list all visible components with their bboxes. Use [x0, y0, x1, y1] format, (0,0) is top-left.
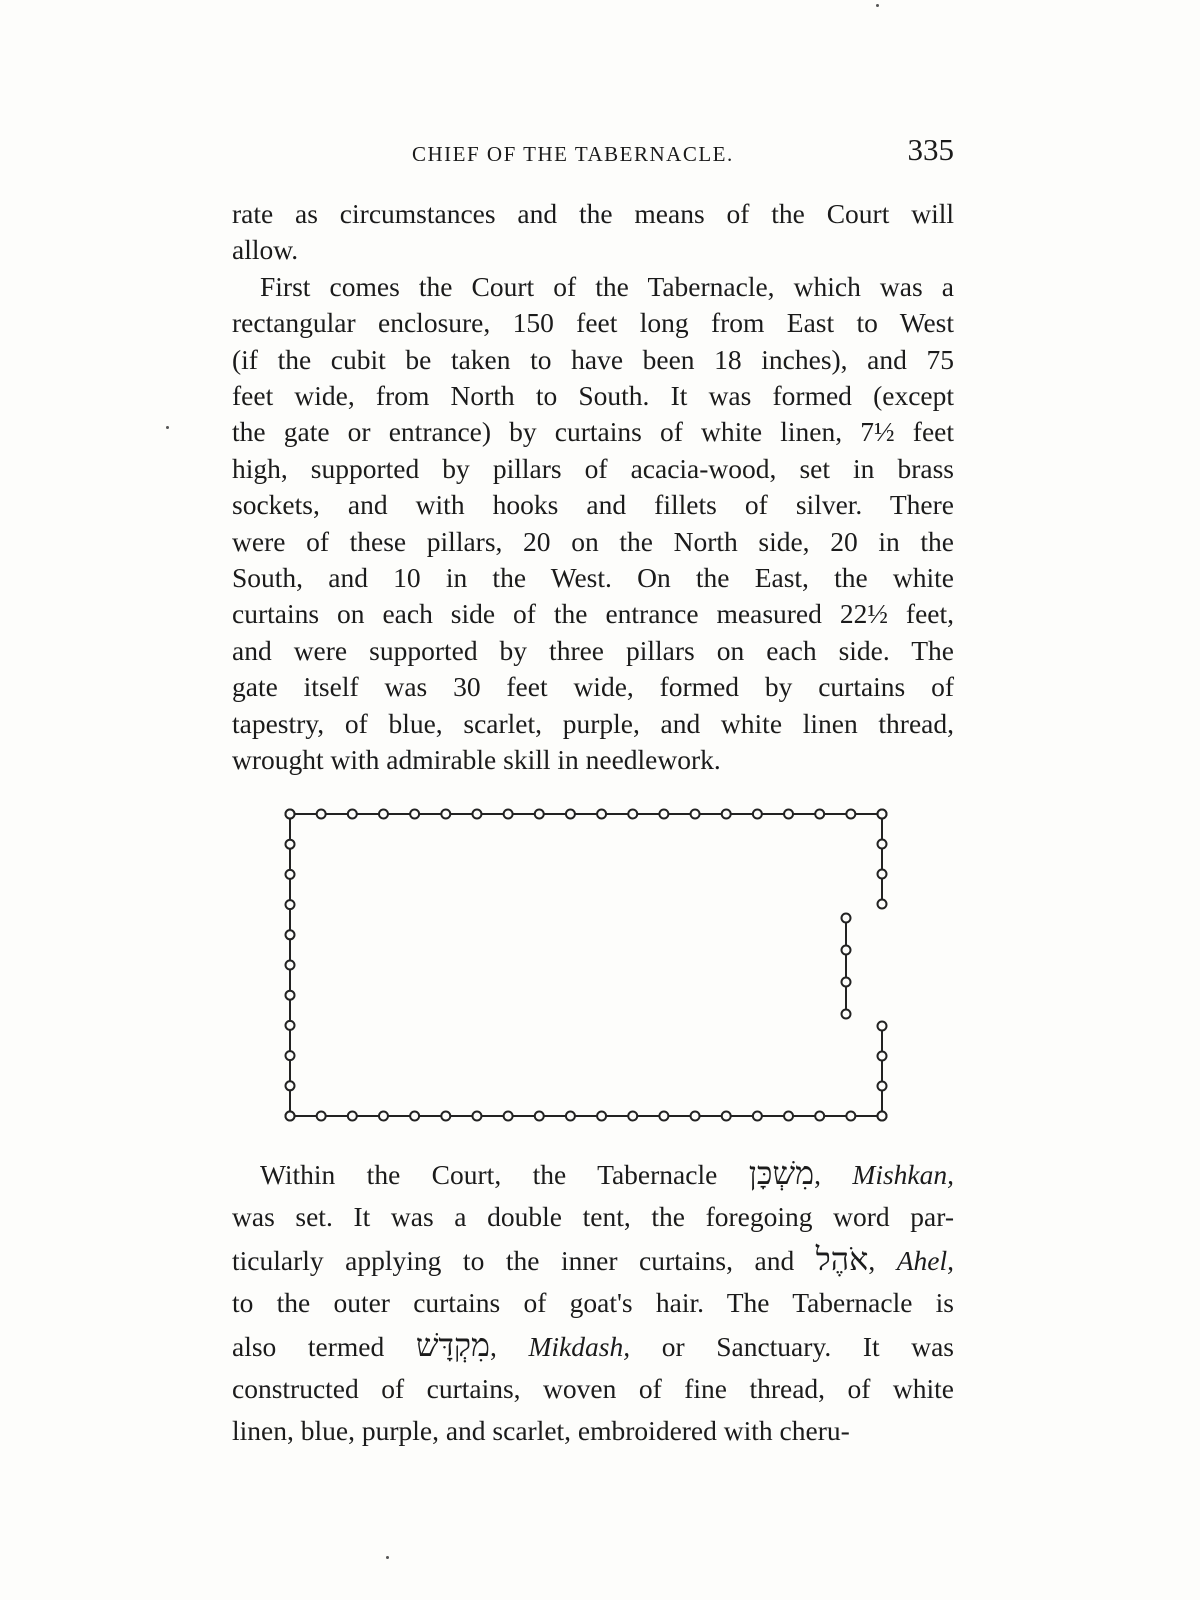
text-line: curtains on each side of the entrance measured 22½ feet,	[232, 598, 954, 630]
text-line: allow.	[232, 234, 299, 266]
text-line: gate itself was 30 feet wide, formed by curtains of	[232, 671, 954, 703]
pillar-mark	[472, 1112, 481, 1121]
text-line: was set. It was a double tent, the foregoing word par-	[232, 1201, 954, 1232]
text-line: linen, blue, purple, and scarlet, embroidered with cheru-	[232, 1415, 850, 1446]
pillar-mark	[878, 1082, 887, 1091]
pillar-mark	[348, 1112, 357, 1121]
pillar-mark	[846, 810, 855, 819]
pillar-mark	[722, 1112, 731, 1121]
text-line: feet wide, from North to South. It was formed (except	[232, 380, 954, 412]
pillar-mark	[878, 1022, 887, 1031]
pillar-mark	[753, 810, 762, 819]
pillar-mark	[286, 840, 295, 849]
pillar-mark	[286, 1021, 295, 1030]
pillar-mark	[410, 810, 419, 819]
pillar-mark	[286, 961, 295, 970]
pillar-mark	[722, 810, 731, 819]
pillar-mark	[842, 978, 851, 987]
text-line: were of these pillars, 20 on the North side, 20 in the	[232, 525, 954, 557]
line-text: also termed	[232, 1331, 385, 1362]
pillar-mark	[878, 870, 887, 879]
text-line: wrought with admirable skill in needlework.	[232, 744, 721, 776]
text-line: also termed מִקְדָּשׁ, Mikdash, or Sanctuary. It was	[232, 1326, 955, 1364]
text-line: Within the Court, the Tabernacle מִשְׁכָּן, Mishkan,	[260, 1154, 954, 1192]
pillar-mark	[784, 1112, 793, 1121]
pillar-mark	[628, 1112, 637, 1121]
pillar-mark	[842, 1010, 851, 1019]
transliteration-ahel: Ahel,	[896, 1245, 955, 1276]
lower-text-block	[232, 1152, 954, 1452]
text-line: rate as circumstances and the means of the Court will	[232, 198, 954, 229]
transliteration-mikdash: Mikdash,	[528, 1331, 631, 1362]
paper-speck	[166, 426, 169, 429]
pillar-mark	[504, 1112, 513, 1121]
text-line: First comes the Court of the Tabernacle, which was a	[260, 270, 954, 302]
pillar-mark	[286, 1081, 295, 1090]
paragraph-court	[232, 269, 954, 779]
pillar-mark	[286, 810, 295, 819]
pillar-mark	[878, 810, 887, 819]
pillar-mark	[842, 914, 851, 923]
text-line: ticularly applying to the inner curtains, and אֹהֶל, Ahel,	[232, 1240, 955, 1278]
pillar-mark	[472, 810, 481, 819]
hebrew-word-mishkan: מִשְׁכָּן	[748, 1154, 815, 1192]
pillar-mark	[659, 810, 668, 819]
pillar-mark	[410, 1112, 419, 1121]
paragraph-continuation	[232, 196, 954, 269]
text-line: high, supported by pillars of acacia-wood, set in brass	[232, 452, 954, 484]
line-text: Within the Court, the Tabernacle	[260, 1159, 718, 1190]
pillar-mark	[878, 900, 887, 909]
transliteration-mishkan: Mishkan,	[852, 1159, 954, 1190]
pillar-mark	[535, 1112, 544, 1121]
pillar-mark	[535, 810, 544, 819]
text-line: constructed of curtains, woven of fine thread, of white	[232, 1373, 954, 1404]
text-line: rectangular enclosure, 150 feet long from East to West	[232, 307, 954, 339]
pillar-mark	[597, 810, 606, 819]
pillar-mark	[441, 1112, 450, 1121]
pillar-mark	[286, 900, 295, 909]
pillar-mark	[504, 810, 513, 819]
paper-speck	[876, 4, 879, 7]
pillar-mark	[628, 810, 637, 819]
pillar-mark	[878, 1052, 887, 1061]
pillar-mark	[348, 810, 357, 819]
pillar-mark	[317, 810, 326, 819]
pillar-mark	[815, 1112, 824, 1121]
pillar-mark	[691, 1112, 700, 1121]
pillar-mark	[441, 810, 450, 819]
text-line: sockets, and with hooks and fillets of silver. There	[232, 489, 954, 521]
text-line: South, and 10 in the West. On the East, the white	[232, 562, 954, 594]
text-line: tapestry, of blue, scarlet, purple, and white linen thread,	[232, 707, 954, 739]
running-head	[232, 128, 962, 172]
pillar-mark	[597, 1112, 606, 1121]
running-title: CHIEF OF THE TABERNACLE.	[412, 142, 734, 166]
pillar-mark	[878, 1112, 887, 1121]
pillar-mark	[815, 810, 824, 819]
hebrew-word-ahel: אֹהֶל	[815, 1240, 869, 1278]
paragraph-tabernacle	[232, 1152, 954, 1452]
pillar-mark	[286, 870, 295, 879]
paper-speck	[386, 1556, 389, 1559]
pillar-mark	[846, 1112, 855, 1121]
pillar-mark	[659, 1112, 668, 1121]
pillar-mark	[379, 1112, 388, 1121]
pillar-mark	[286, 1112, 295, 1121]
text-line: the gate or entrance) by curtains of white linen, 7½ feet	[232, 416, 954, 448]
pillar-mark	[784, 810, 793, 819]
pillar-mark	[286, 1051, 295, 1060]
hebrew-word-mikdash: מִקְדָּשׁ	[415, 1326, 490, 1364]
court-plan-diagram	[276, 806, 902, 1142]
line-text: or Sanctuary. It was	[661, 1331, 955, 1362]
pillar-mark	[842, 946, 851, 955]
pillar-mark	[753, 1112, 762, 1121]
upper-text-block	[232, 196, 954, 779]
text-line: (if the cubit be taken to have been 18 inches), and 75	[232, 343, 954, 375]
text-line: to the outer curtains of goat's hair. The Tabernacle is	[232, 1287, 954, 1318]
pillar-mark	[566, 1112, 575, 1121]
pillar-mark	[566, 810, 575, 819]
line-text: ticularly applying to the inner curtains, and	[232, 1245, 795, 1276]
pillar-mark	[379, 810, 388, 819]
pillar-mark	[317, 1112, 326, 1121]
pillar-mark	[878, 840, 887, 849]
text-line: and were supported by three pillars on each side. The	[232, 634, 954, 666]
pillar-mark	[286, 930, 295, 939]
pillar-mark	[691, 810, 700, 819]
pillar-mark	[286, 991, 295, 1000]
page-number: 335	[907, 132, 954, 167]
